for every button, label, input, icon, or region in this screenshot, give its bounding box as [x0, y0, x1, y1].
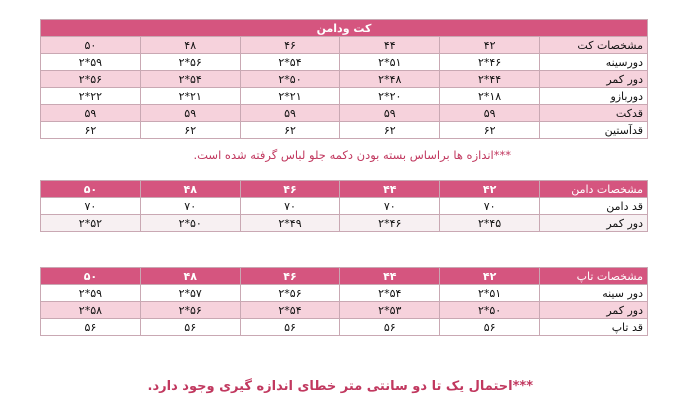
table-row — [41, 54, 648, 71]
table-cell: ۵۶ — [140, 319, 240, 336]
coat-size-table — [40, 19, 648, 139]
table-cell: ۲۲*۲ — [41, 88, 141, 105]
column-header: ۴۴ — [340, 37, 440, 54]
column-header: مشخصات دامن — [540, 181, 648, 198]
row-label: دور کمر — [540, 302, 648, 319]
measurement-error-note: ***احتمال یک تا دو سانتی متر خطای اندازه گیری وجود دارد. — [147, 379, 533, 394]
row-label: دورسینه — [540, 54, 648, 71]
column-header: مشخصات تاپ — [540, 268, 648, 285]
table-row — [41, 215, 648, 232]
table-cell: ۵۳*۲ — [340, 302, 440, 319]
column-header: ۵۰ — [41, 181, 141, 198]
table-cell: ۵۹*۲ — [41, 54, 141, 71]
table-row — [41, 88, 648, 105]
coat-table-title-row — [41, 20, 648, 37]
table-cell: ۶۲ — [440, 122, 540, 139]
table-cell: ۵۸*۲ — [41, 302, 141, 319]
column-header: ۴۲ — [440, 181, 540, 198]
table-cell: ۵۶*۲ — [140, 302, 240, 319]
table-row — [41, 105, 648, 122]
table-cell: ۷۰ — [240, 198, 340, 215]
table-cell: ۷۰ — [440, 198, 540, 215]
table-row — [41, 302, 648, 319]
table-row — [41, 71, 648, 88]
table-cell: ۴۴*۲ — [440, 71, 540, 88]
table-cell: ۵۷*۲ — [140, 285, 240, 302]
column-header: ۴۸ — [140, 37, 240, 54]
table-cell: ۶۲ — [240, 122, 340, 139]
skirt-table-header-row — [41, 181, 648, 198]
skirt-size-table — [40, 180, 648, 232]
row-label: قدآستین — [540, 122, 648, 139]
row-label: قد تاپ — [540, 319, 648, 336]
table-row — [41, 285, 648, 302]
table-cell: ۶۲ — [41, 122, 141, 139]
table-cell: ۶۲ — [340, 122, 440, 139]
table-cell: ۴۸*۲ — [340, 71, 440, 88]
table-cell: ۵۴*۲ — [340, 285, 440, 302]
table-row — [41, 319, 648, 336]
table-cell: ۷۰ — [140, 198, 240, 215]
row-label: دور سینه — [540, 285, 648, 302]
table-cell: ۲۱*۲ — [240, 88, 340, 105]
table-cell: ۵۹ — [140, 105, 240, 122]
table-cell: ۵۶*۲ — [41, 71, 141, 88]
coat-table-header-row — [41, 37, 648, 54]
column-header: ۴۶ — [240, 268, 340, 285]
column-header: ۴۸ — [140, 268, 240, 285]
column-header: ۴۲ — [440, 37, 540, 54]
row-label: دور کمر — [540, 71, 648, 88]
row-label: قدکت — [540, 105, 648, 122]
table-cell: ۵۰*۲ — [440, 302, 540, 319]
column-header: ۴۲ — [440, 268, 540, 285]
coat-measurement-note: ***اندازه ها براساس بسته بودن دکمه جلو لباس گرفته شده است. — [193, 148, 511, 162]
table-cell: ۵۹ — [240, 105, 340, 122]
column-header: ۵۰ — [41, 37, 141, 54]
table-cell: ۵۹*۲ — [41, 285, 141, 302]
table-cell: ۲۱*۲ — [140, 88, 240, 105]
table-cell: ۵۴*۲ — [240, 302, 340, 319]
table-cell: ۴۵*۲ — [440, 215, 540, 232]
table-row — [41, 198, 648, 215]
column-header: ۴۶ — [240, 37, 340, 54]
table-cell: ۵۶ — [340, 319, 440, 336]
column-header: ۴۴ — [340, 181, 440, 198]
table-cell: ۵۶*۲ — [140, 54, 240, 71]
table-cell: ۵۴*۲ — [240, 54, 340, 71]
table-cell: ۴۶*۲ — [340, 215, 440, 232]
column-header: ۴۶ — [240, 181, 340, 198]
table-cell: ۵۶ — [41, 319, 141, 336]
column-header: مشخصات کت — [540, 37, 648, 54]
row-label: قد دامن — [540, 198, 648, 215]
table-cell: ۵۰*۲ — [240, 71, 340, 88]
table-cell: ۵۹ — [440, 105, 540, 122]
table-cell: ۵۰*۲ — [140, 215, 240, 232]
table-cell: ۴۹*۲ — [240, 215, 340, 232]
column-header: ۴۴ — [340, 268, 440, 285]
table-cell: ۵۱*۲ — [340, 54, 440, 71]
table-row — [41, 122, 648, 139]
table-cell: ۵۱*۲ — [440, 285, 540, 302]
table-cell: ۵۲*۲ — [41, 215, 141, 232]
table-cell: ۲۰*۲ — [340, 88, 440, 105]
coat-table-title: کت ودامن — [41, 20, 648, 37]
row-label: دوربازو — [540, 88, 648, 105]
table-cell: ۵۹ — [41, 105, 141, 122]
top-table-header-row — [41, 268, 648, 285]
table-cell: ۷۰ — [340, 198, 440, 215]
column-header: ۵۰ — [41, 268, 141, 285]
table-cell: ۵۶ — [240, 319, 340, 336]
table-cell: ۵۹ — [340, 105, 440, 122]
table-cell: ۵۶ — [440, 319, 540, 336]
column-header: ۴۸ — [140, 181, 240, 198]
row-label: دور کمر — [540, 215, 648, 232]
table-cell: ۷۰ — [41, 198, 141, 215]
table-cell: ۵۴*۲ — [140, 71, 240, 88]
table-cell: ۵۶*۲ — [240, 285, 340, 302]
table-cell: ۴۶*۲ — [440, 54, 540, 71]
top-size-table — [40, 267, 648, 336]
table-cell: ۶۲ — [140, 122, 240, 139]
table-cell: ۱۸*۲ — [440, 88, 540, 105]
